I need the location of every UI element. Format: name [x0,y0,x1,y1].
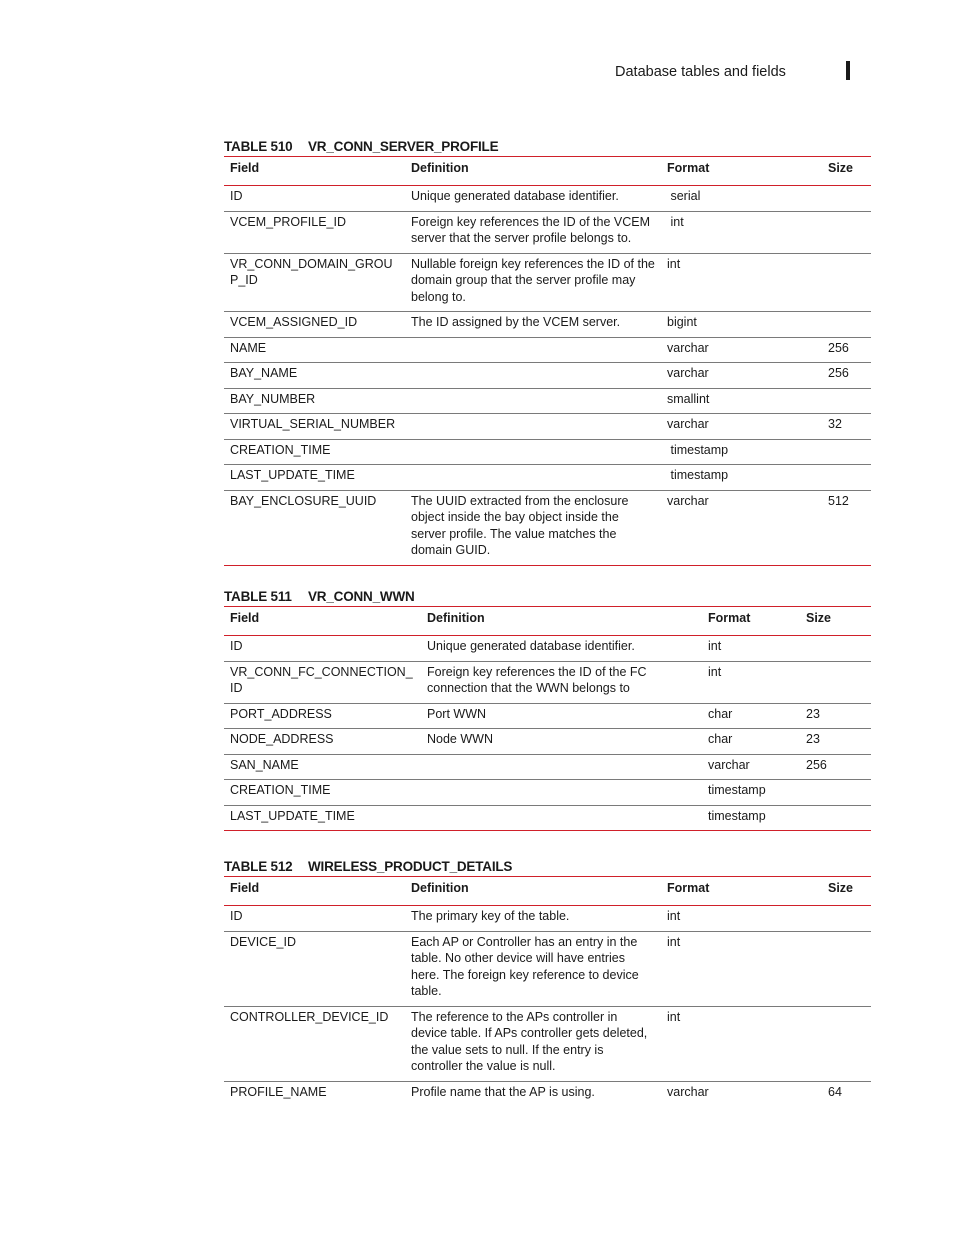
table-cell [405,439,661,465]
table-cell: Profile name that the AP is using. [411,1084,595,1099]
table-cell: Unique generated database identifier. [411,189,619,203]
table-cell: LAST_UPDATE_TIME [230,808,355,823]
column-header: Definition [411,881,469,895]
table-cell: 256 [806,757,827,772]
column-header: Format [708,611,751,625]
table-cell [421,780,702,806]
table-row [224,636,871,662]
table-cell: timestamp [667,442,729,457]
table-cell: The primary key of the table. [411,909,570,923]
page-header-title: Database tables and fields [615,64,786,80]
column-header: Size [828,161,854,175]
table-cell: int [667,214,684,229]
table-cell [800,805,871,831]
table-name: VR_CONN_SERVER_PROFILE [308,139,499,154]
table-row [224,805,871,831]
table-row [224,388,871,414]
table-cell: bigint [667,315,697,329]
table-row [224,253,871,312]
table-cell: The reference to the APs controller in device table. If APs controller gets deleted, the value sets to null. If the entry is controller the value is null. [411,1009,648,1073]
table-511 [224,588,871,831]
table-cell: NAME [230,340,267,355]
table-cell: serial [667,189,701,203]
table-cell: int [667,1009,681,1024]
table-number: TABLE 510 [224,139,293,154]
table-cell [822,1006,871,1081]
table-cell: 256 [828,340,849,355]
column-header: Format [667,881,710,895]
table-row [224,906,871,932]
table-row [224,931,871,1006]
table-cell: The ID assigned by the VCEM server. [411,315,621,329]
column-header: Field [230,611,260,625]
data-table [224,606,871,831]
table-cell: int [667,909,681,923]
table-cell [405,465,661,491]
table-cell: BAY_NAME [230,366,298,380]
table-cell: CREATION_TIME [230,783,331,797]
table-cell: Foreign key references the ID of the VCEM server that the server profile belongs to. [411,214,650,245]
table-row [224,465,871,491]
table-cell: smallint [667,391,710,406]
column-header: Field [230,881,260,895]
table-caption [224,588,871,606]
table-number: TABLE 512 [224,859,293,874]
table-cell: 64 [828,1084,842,1099]
table-cell: Foreign key references the ID of the FC connection that the WWN belongs to [427,664,647,695]
table-cell [822,931,871,1006]
table-cell: VCEM_ASSIGNED_ID [230,315,358,329]
table-cell: int [708,639,722,653]
table-cell: varchar [667,1084,709,1099]
table-cell: int [667,256,681,271]
header-bar [846,61,850,80]
table-row [224,414,871,440]
column-header: Field [230,161,260,175]
table-cell: The UUID extracted from the enclosure object inside the bay object inside the server profile. The value matches the domain GUID. [411,493,629,557]
table-cell [822,388,871,414]
table-cell: 23 [806,706,820,721]
table-cell [822,253,871,312]
column-header: Definition [427,611,485,625]
table-cell [405,363,661,389]
table-caption [224,138,871,156]
table-cell: ID [230,639,243,653]
table-cell [800,661,871,703]
table-cell: NODE_ADDRESS [230,732,334,746]
table-header-row [224,607,871,636]
table-name: VR_CONN_WWN [308,589,415,604]
table-cell: Each AP or Controller has an entry in the table. No other device will have entries here. The foreign key reference to device table. [411,934,639,998]
table-row [224,211,871,253]
table-cell [800,636,871,662]
table-cell: varchar [667,493,709,508]
table-cell [822,906,871,932]
table-510 [224,138,871,566]
table-row [224,490,871,565]
data-table [224,876,871,1106]
table-caption [224,858,871,876]
table-cell: BAY_ENCLOSURE_UUID [230,493,377,508]
table-cell: timestamp [708,783,766,797]
table-row [224,337,871,363]
table-row [224,661,871,703]
table-cell: VR_CONN_DOMAIN_GROUP_ID [230,256,393,287]
table-cell [822,211,871,253]
table-cell: varchar [667,417,709,431]
table-cell [800,780,871,806]
table-cell: Port WWN [427,706,487,721]
table-row [224,1081,871,1106]
table-cell [421,754,702,780]
table-cell: ID [230,189,243,203]
table-cell: varchar [667,340,709,355]
table-cell: 256 [828,366,849,380]
data-table [224,156,871,566]
table-cell: 23 [806,732,820,746]
table-cell [405,414,661,440]
table-cell: PROFILE_NAME [230,1084,327,1099]
table-cell: VCEM_PROFILE_ID [230,214,347,229]
table-row [224,439,871,465]
table-cell [405,337,661,363]
table-name: WIRELESS_PRODUCT_DETAILS [308,859,513,874]
table-cell [822,186,871,212]
table-number: TABLE 511 [224,589,292,604]
table-cell: char [708,706,733,721]
table-header-row [224,157,871,186]
table-row [224,754,871,780]
table-cell: DEVICE_ID [230,934,296,949]
table-cell: Nullable foreign key references the ID of the domain group that the server profile may belong to. [411,256,655,304]
table-cell: VIRTUAL_SERIAL_NUMBER [230,417,396,431]
column-header: Size [828,881,854,895]
table-cell: varchar [667,366,709,380]
table-row [224,363,871,389]
table-cell: varchar [708,757,750,772]
table-cell: CREATION_TIME [230,442,331,457]
table-cell: 32 [828,417,842,431]
table-cell [405,388,661,414]
table-cell: PORT_ADDRESS [230,706,332,721]
table-row [224,780,871,806]
table-cell: 512 [828,493,849,508]
table-cell [822,465,871,491]
table-row [224,312,871,338]
column-header: Size [806,611,832,625]
table-cell: SAN_NAME [230,757,299,772]
column-header: Format [667,161,710,175]
table-row [224,1006,871,1081]
table-row [224,703,871,729]
table-cell [421,805,702,831]
table-cell [822,312,871,338]
table-cell: char [708,732,733,746]
table-row [224,729,871,755]
table-cell: int [667,934,681,949]
table-header-row [224,877,871,906]
table-cell: VR_CONN_FC_CONNECTION_ID [230,664,413,695]
table-512 [224,858,871,1106]
table-cell: timestamp [667,468,729,482]
column-header: Definition [411,161,469,175]
table-cell: int [708,664,722,679]
table-cell [822,439,871,465]
table-row [224,186,871,212]
table-cell: timestamp [708,808,766,823]
table-cell: BAY_NUMBER [230,391,316,406]
table-cell: CONTROLLER_DEVICE_ID [230,1009,389,1024]
table-cell: LAST_UPDATE_TIME [230,468,355,482]
table-cell: Unique generated database identifier. [427,639,635,653]
table-cell: ID [230,909,243,923]
table-cell: Node WWN [427,732,493,746]
